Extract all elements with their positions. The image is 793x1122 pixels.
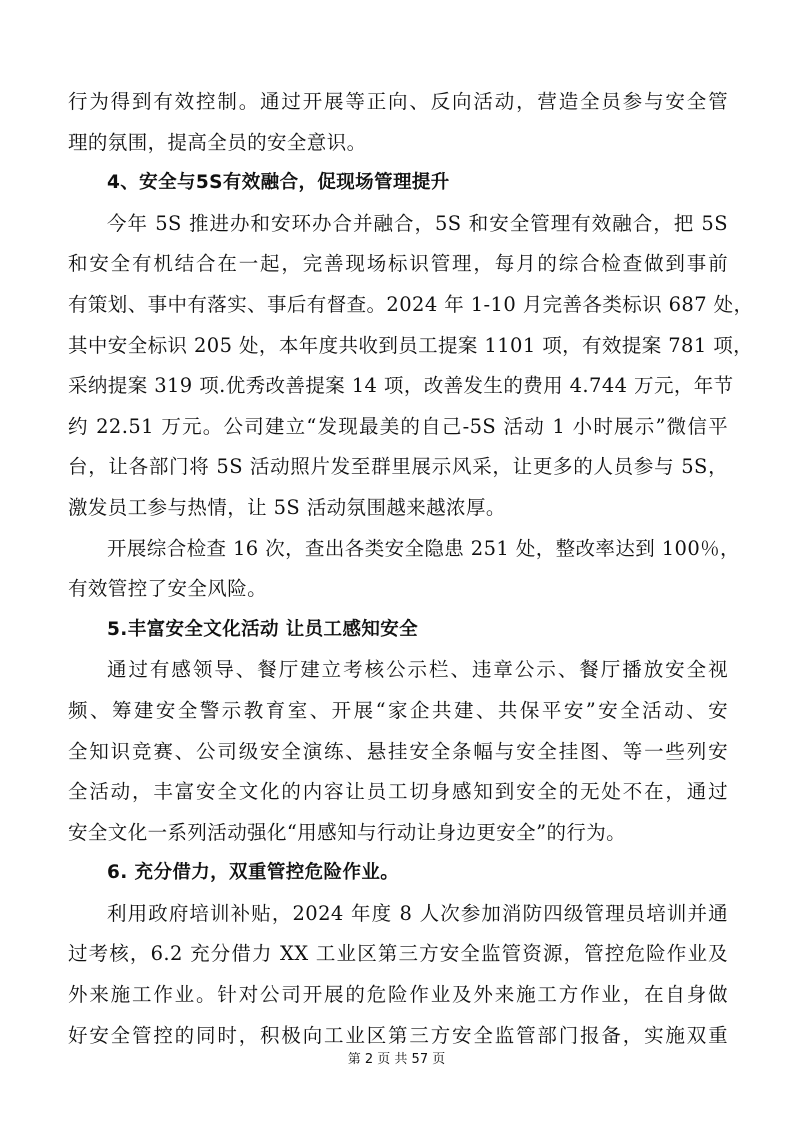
body-line: 采纳提案 319 项.优秀改善提案 14 项，改善发生的费用 4.744 万元，年节 <box>68 374 734 398</box>
body-line: 行为得到有效控制。通过开展等正向、反向活动，营造全员参与安全管 <box>68 90 728 113</box>
body-line: 好安全管控的同时，积极向工业区第三方安全监管部门报备，实施双重 <box>68 1023 728 1047</box>
body-line: 安全文化一系列活动强化“用感知与行动让身边更安全”的行为。 <box>68 820 627 844</box>
body-line: 外来施工作业。针对公司开展的危险作业及外来施工方作业，在自身做 <box>68 983 728 1007</box>
body-line: 利用政府培训补贴，2024 年度 8 人次参加消防四级管理员培训并通 <box>107 901 728 925</box>
body-line: 开展综合检查 16 次，查出各类安全隐患 251 处，整改率达到 100％， <box>107 536 740 560</box>
body-line: 理的氛围，提高全员的安全意识。 <box>68 130 367 154</box>
section-heading: 5.丰富安全文化活动 让员工感知安全 <box>107 618 419 640</box>
body-line: 过考核，6.2 充分借力 XX 工业区第三方安全监管资源，管控危险作业及 <box>68 942 728 966</box>
body-line: 其中安全标识 205 处，本年度共收到员工提案 1101 项，有效提案 781 项， <box>68 333 754 357</box>
document-body <box>68 82 754 1056</box>
page-number-footer: 第 2 页 共 57 页 <box>347 1052 446 1067</box>
body-line: 有策划、事中有落实、事后有督查。2024 年 1-10 月完善各类标识 687 处， <box>68 292 754 316</box>
body-line: 激发员工参与热情，让 5S 活动氛围越来越浓厚。 <box>68 495 506 519</box>
body-line: 全活动，丰富安全文化的内容让员工切身感知到安全的无处不在，通过 <box>68 780 728 804</box>
body-line: 和安全有机结合在一起，完善现场标识管理，每月的综合检查做到事前 <box>68 252 728 276</box>
body-line: 今年 5S 推进办和安环办合并融合，5S 和安全管理有效融合，把 5S <box>107 211 728 235</box>
body-line: 频、筹建安全警示教育室、开展“家企共建、共保平安”安全活动、安 <box>68 698 728 722</box>
section-heading: 4、安全与5S有效融合，促现场管理提升 <box>107 172 450 194</box>
body-line: 全知识竞赛、公司级安全演练、悬挂安全条幅与安全挂图、等一些列安 <box>68 739 728 763</box>
body-line: 约 22.51 万元。公司建立“发现最美的自己-5S 活动 1 小时展示”微信平 <box>68 414 728 438</box>
body-line: 通过有感领导、餐厅建立考核公示栏、违章公示、餐厅播放安全视 <box>107 658 728 682</box>
body-line: 台，让各部门将 5S 活动照片发至群里展示风采，让更多的人员参与 5S， <box>68 455 728 479</box>
section-heading: 6. 充分借力，双重管控危险作业。 <box>107 862 400 884</box>
body-line: 有效管控了安全风险。 <box>68 577 268 601</box>
